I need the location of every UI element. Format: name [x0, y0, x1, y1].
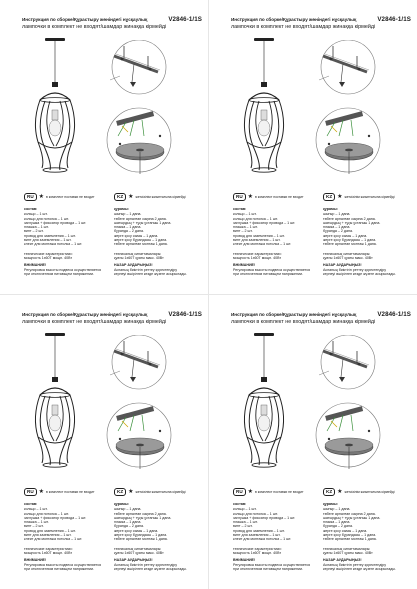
model-number: V2846-1/1S [168, 16, 202, 23]
ru-item: винт – 2 шт. [24, 229, 44, 234]
ru-item: винт для заземления – 1 шт. [233, 533, 281, 538]
kz-warning-line: Аспаның биіктігін реттеу қоректендіру [323, 562, 387, 567]
mounting-diagrams [100, 335, 178, 479]
ru-warning-line: при отключенном питающем напряжении. [233, 271, 304, 276]
kz-text-column [114, 502, 206, 571]
ru-badge: RU [233, 193, 246, 201]
kz-composition-title: құрамы: [114, 502, 129, 506]
kz-item: шығыр – 1 дана. [114, 212, 142, 217]
ru-item: винт – 2 шт. [24, 524, 44, 529]
kz-legend-note: жеткізілім жиынтығына кірмейді [135, 194, 186, 199]
model-number: V2846-1/1S [168, 311, 202, 318]
ru-text-column [233, 207, 325, 276]
language-legend [24, 488, 202, 498]
ru-warning-line: при отключенном питающем напряжении. [24, 566, 95, 571]
ru-tech-value: мощность 1х60Т мощн. 40Вт [233, 550, 282, 555]
instruction-panel [209, 295, 417, 589]
title-bulbs-note: лампочки в комплект не входят/шамдар жинаққа кірмейді [231, 319, 376, 325]
kz-item: жерге қосу бұрандасы – 1 дана. [323, 238, 377, 243]
kz-item: шатырдың + тұқы ұстағыш 1 дана. [323, 515, 381, 520]
ru-item: плашка – 1 шт. [233, 225, 258, 230]
ru-tech-value: мощность 1х60Т мощн. 40Вт [24, 255, 73, 260]
ru-warning-title: ВНИМАНИЕ! [24, 263, 47, 268]
title-bulbs-note: лампочки в комплект не входят/шамдар жинаққа кірмейді [231, 24, 376, 30]
ru-item: кольцо – 1 шт. [24, 212, 48, 217]
title-bulbs-note: лампочки в комплект не входят/шамдар жинаққа кірмейді [22, 319, 167, 325]
kz-tech-value: қуаты 1х60Т қуаты макс. 40Вт [114, 550, 164, 555]
ru-item: провод для заземления – 1 шт. [233, 233, 285, 238]
language-legend [233, 193, 411, 203]
kz-item: бұранда – 2 дана. [114, 229, 145, 234]
star-icon: ★ [128, 193, 134, 200]
ru-item: винт для заземления – 1 шт. [24, 238, 72, 243]
kz-item: плакка – 1 дана. [114, 225, 142, 230]
kz-item: шығыр – 1 дана. [323, 507, 351, 512]
kz-item: плакка – 1 дана. [114, 520, 142, 525]
star-icon: ★ [38, 193, 45, 200]
ru-item: плашка – 1 шт. [24, 520, 49, 525]
star-icon: ★ [247, 193, 254, 200]
star-icon: ★ [337, 193, 343, 200]
kz-item: жерге қосу сымы – 1 дана. [323, 233, 368, 238]
legend-kz [114, 193, 185, 201]
ru-tech-title: технические характеристики: [233, 251, 282, 256]
title-assembly: Инструкция по сборке/Құрастыру жөніндегі нұсқаулық [231, 17, 357, 22]
kz-item: төбеге арналған сақина 2 дана. [323, 511, 376, 516]
ru-item: кольцо – 1 шт. [233, 507, 257, 512]
kz-item: бұранда – 2 дана. [114, 524, 145, 529]
ru-badge: RU [24, 488, 37, 496]
ru-tech-title: технические характеристики: [24, 546, 73, 551]
instruction-panel [0, 295, 208, 589]
kz-text-column [114, 207, 206, 276]
mounting-diagrams [309, 40, 387, 184]
ru-item: винт для заземления – 1 шт. [24, 533, 72, 538]
kz-item: жерге қосу бұрандасы – 1 дана. [114, 533, 168, 538]
kz-badge: KZ [114, 488, 126, 496]
kz-legend-note: жеткізілім жиынтығына кірмейді [344, 489, 395, 494]
kz-legend-note: жеткізілім жиынтығына кірмейді [344, 194, 395, 199]
kz-warning-title: НАЗАР АУДАРЫҢЫЗ! [114, 558, 153, 563]
ru-warning-line: Регулировка высоты подвеса осуществляется [24, 562, 102, 567]
language-legend [24, 193, 202, 203]
kz-composition-title: құрамы: [323, 207, 338, 211]
kz-item: шатырдың + тұқы ұстағыш 1 дана. [114, 515, 172, 520]
star-icon: ★ [128, 488, 134, 495]
pendant-lamp-illustration [239, 333, 289, 493]
ru-item: кольцо для потолка – 1 шт. [233, 216, 278, 221]
title-assembly: Инструкция по сборке/Құрастыру жөніндегі нұсқаулық [22, 17, 148, 22]
instruction-panel [0, 0, 208, 294]
ru-item: плашка – 1 шт. [24, 225, 49, 230]
ru-composition-title: состав: [24, 502, 38, 506]
ru-tech-title: технические характеристики: [233, 546, 282, 551]
legend-ru [233, 193, 304, 201]
ru-item: заглушка + фиксатор провода – 1 шт. [233, 515, 296, 520]
legend-ru [233, 488, 304, 496]
ru-item: винт – 2 шт. [233, 524, 253, 529]
legend-kz [323, 193, 394, 201]
ru-item: винт для заземления – 1 шт. [233, 238, 281, 243]
kz-warning-line: Аспаның биіктігін реттеу қоректендіру [114, 562, 178, 567]
kz-item: шығыр – 1 дана. [323, 212, 351, 217]
ru-warning-line: при отключенном питающем напряжении. [233, 566, 304, 571]
pendant-lamp-illustration [239, 38, 289, 198]
ru-item: кольцо – 1 шт. [24, 507, 48, 512]
ru-item: заглушка + фиксатор провода – 1 шт. [24, 220, 87, 225]
kz-item: төбеге арналған сақина 2 дана. [114, 216, 167, 221]
ru-tech-value: мощность 1х60Т мощн. 40Вт [233, 255, 282, 260]
kz-item: жерге қосу сымы – 1 дана. [114, 233, 159, 238]
panel-header [22, 16, 202, 30]
ru-warning-title: ВНИМАНИЕ! [233, 558, 256, 563]
ru-warning-line: Регулировка высоты подвеса осуществляется [233, 267, 311, 272]
ru-warning-title: ВНИМАНИЕ! [233, 263, 256, 268]
kz-badge: KZ [323, 488, 335, 496]
kz-item: төбеге арналған сақина 2 дана. [114, 511, 167, 516]
kz-composition-title: құрамы: [323, 502, 338, 506]
kz-item: плакка – 1 дана. [323, 520, 351, 525]
ru-item: клеит для монтажа потолка – 1 шт. [24, 537, 83, 542]
kz-text-column [323, 207, 415, 276]
ru-item: провод для заземления – 1 шт. [233, 528, 285, 533]
legend-ru [24, 193, 95, 201]
title-assembly: Инструкция по сборке/Құрастыру жөніндегі нұсқаулық [231, 312, 357, 317]
model-number: V2846-1/1S [377, 311, 411, 318]
instruction-panel [209, 0, 417, 294]
ru-composition-title: состав: [24, 207, 38, 211]
ru-item: кольцо для потолка – 1 шт. [233, 511, 278, 516]
panel-header [231, 311, 411, 325]
kz-item: жерге қосу сымы – 1 дана. [114, 528, 159, 533]
kz-item: төбеге арналған сақина 2 дана. [323, 216, 376, 221]
ru-legend-note: в комплект поставки не входит [46, 194, 95, 199]
ru-composition-title: состав: [233, 207, 247, 211]
panel-header [22, 311, 202, 325]
pendant-lamp-illustration [30, 333, 80, 493]
kz-item: жерге қосу бұрандасы – 1 дана. [323, 533, 377, 538]
kz-legend-note: жеткізілім жиынтығына кірмейді [135, 489, 186, 494]
ru-badge: RU [24, 193, 37, 201]
kz-warning-line: Аспаның биіктігін реттеу қоректендіру [323, 267, 387, 272]
title-assembly: Инструкция по сборке/Құрастыру жөніндегі нұсқаулық [22, 312, 148, 317]
ru-item: провод для заземления – 1 шт. [24, 528, 76, 533]
ru-item: клеит для монтажа потолка – 1 шт. [233, 242, 292, 247]
ru-item: кольцо для потолка – 1 шт. [24, 511, 69, 516]
title-bulbs-note: лампочки в комплект не входят/шамдар жинаққа кірмейді [22, 24, 167, 30]
ru-item: заглушка + фиксатор провода – 1 шт. [233, 220, 296, 225]
kz-badge: KZ [323, 193, 335, 201]
kz-composition-title: құрамы: [114, 207, 129, 211]
kz-tech-title: техникалық сипаттамалары: [114, 251, 162, 256]
kz-tech-value: қуаты 1х60Т қуаты макс. 40Вт [323, 255, 373, 260]
language-legend [233, 488, 411, 498]
kz-item: төбеге арналған монтаж 1 дана. [114, 537, 168, 542]
ru-warning-line: Регулировка высоты подвеса осуществляется [24, 267, 102, 272]
ru-text-column [24, 502, 116, 571]
ru-text-column [24, 207, 116, 276]
ru-warning-title: ВНИМАНИЕ! [24, 558, 47, 563]
ru-item: кольцо – 1 шт. [233, 212, 257, 217]
mounting-diagrams [100, 40, 178, 184]
ru-item: заглушка + фиксатор провода – 1 шт. [24, 515, 87, 520]
kz-text-column [323, 502, 415, 571]
legend-kz [114, 488, 185, 496]
kz-item: жерге қосу бұрандасы – 1 дана. [114, 238, 168, 243]
ru-item: провод для заземления – 1 шт. [24, 233, 76, 238]
ru-item: плашка – 1 шт. [233, 520, 258, 525]
kz-item: төбеге арналған монтаж 1 дана. [114, 242, 168, 247]
ru-warning-line: при отключенном питающем напряжении. [24, 271, 95, 276]
kz-warning-line: кернеуі өшірілген кезде жүзеге асырылады. [114, 566, 187, 571]
panel-header [231, 16, 411, 30]
kz-warning-title: НАЗАР АУДАРЫҢЫЗ! [323, 263, 362, 268]
ru-item: клеит для монтажа потолка – 1 шт. [233, 537, 292, 542]
kz-item: бұранда – 2 дана. [323, 524, 354, 529]
kz-item: жерге қосу сымы – 1 дана. [323, 528, 368, 533]
kz-tech-title: техникалық сипаттамалары: [323, 251, 371, 256]
kz-badge: KZ [114, 193, 126, 201]
kz-tech-title: техникалық сипаттамалары: [114, 546, 162, 551]
kz-warning-line: кернеуі өшірілген кезде жүзеге асырылады. [323, 566, 396, 571]
star-icon: ★ [38, 488, 45, 495]
star-icon: ★ [337, 488, 343, 495]
ru-tech-value: мощность 1х60Т мощн. 40Вт [24, 550, 73, 555]
kz-warning-title: НАЗАР АУДАРЫҢЫЗ! [114, 263, 153, 268]
kz-item: плакка – 1 дана. [323, 225, 351, 230]
ru-text-column [233, 502, 325, 571]
kz-tech-title: техникалық сипаттамалары: [323, 546, 371, 551]
pendant-lamp-illustration [30, 38, 80, 198]
model-number: V2846-1/1S [377, 16, 411, 23]
kz-tech-value: қуаты 1х60Т қуаты макс. 40Вт [114, 255, 164, 260]
legend-kz [323, 488, 394, 496]
kz-warning-line: кернеуі өшірілген кезде жүзеге асырылады. [114, 271, 187, 276]
ru-item: винт – 2 шт. [233, 229, 253, 234]
kz-item: шатырдың + тұқы ұстағыш 1 дана. [323, 220, 381, 225]
ru-warning-line: Регулировка высоты подвеса осуществляется [233, 562, 311, 567]
ru-tech-title: технические характеристики: [24, 251, 73, 256]
mounting-diagrams [309, 335, 387, 479]
star-icon: ★ [247, 488, 254, 495]
kz-item: шығыр – 1 дана. [114, 507, 142, 512]
kz-item: төбеге арналған монтаж 1 дана. [323, 537, 377, 542]
kz-warning-line: кернеуі өшірілген кезде жүзеге асырылады. [323, 271, 396, 276]
ru-legend-note: в комплект поставки не входит [46, 489, 95, 494]
ru-badge: RU [233, 488, 246, 496]
ru-legend-note: в комплект поставки не входит [255, 194, 304, 199]
kz-item: шатырдың + тұқы ұстағыш 1 дана. [114, 220, 172, 225]
ru-item: клеит для монтажа потолка – 1 шт. [24, 242, 83, 247]
ru-composition-title: состав: [233, 502, 247, 506]
legend-ru [24, 488, 95, 496]
kz-item: төбеге арналған монтаж 1 дана. [323, 242, 377, 247]
kz-warning-line: Аспаның биіктігін реттеу қоректендіру [114, 267, 178, 272]
kz-item: бұранда – 2 дана. [323, 229, 354, 234]
ru-item: кольцо для потолка – 1 шт. [24, 216, 69, 221]
ru-legend-note: в комплект поставки не входит [255, 489, 304, 494]
kz-warning-title: НАЗАР АУДАРЫҢЫЗ! [323, 558, 362, 563]
kz-tech-value: қуаты 1х60Т қуаты макс. 40Вт [323, 550, 373, 555]
